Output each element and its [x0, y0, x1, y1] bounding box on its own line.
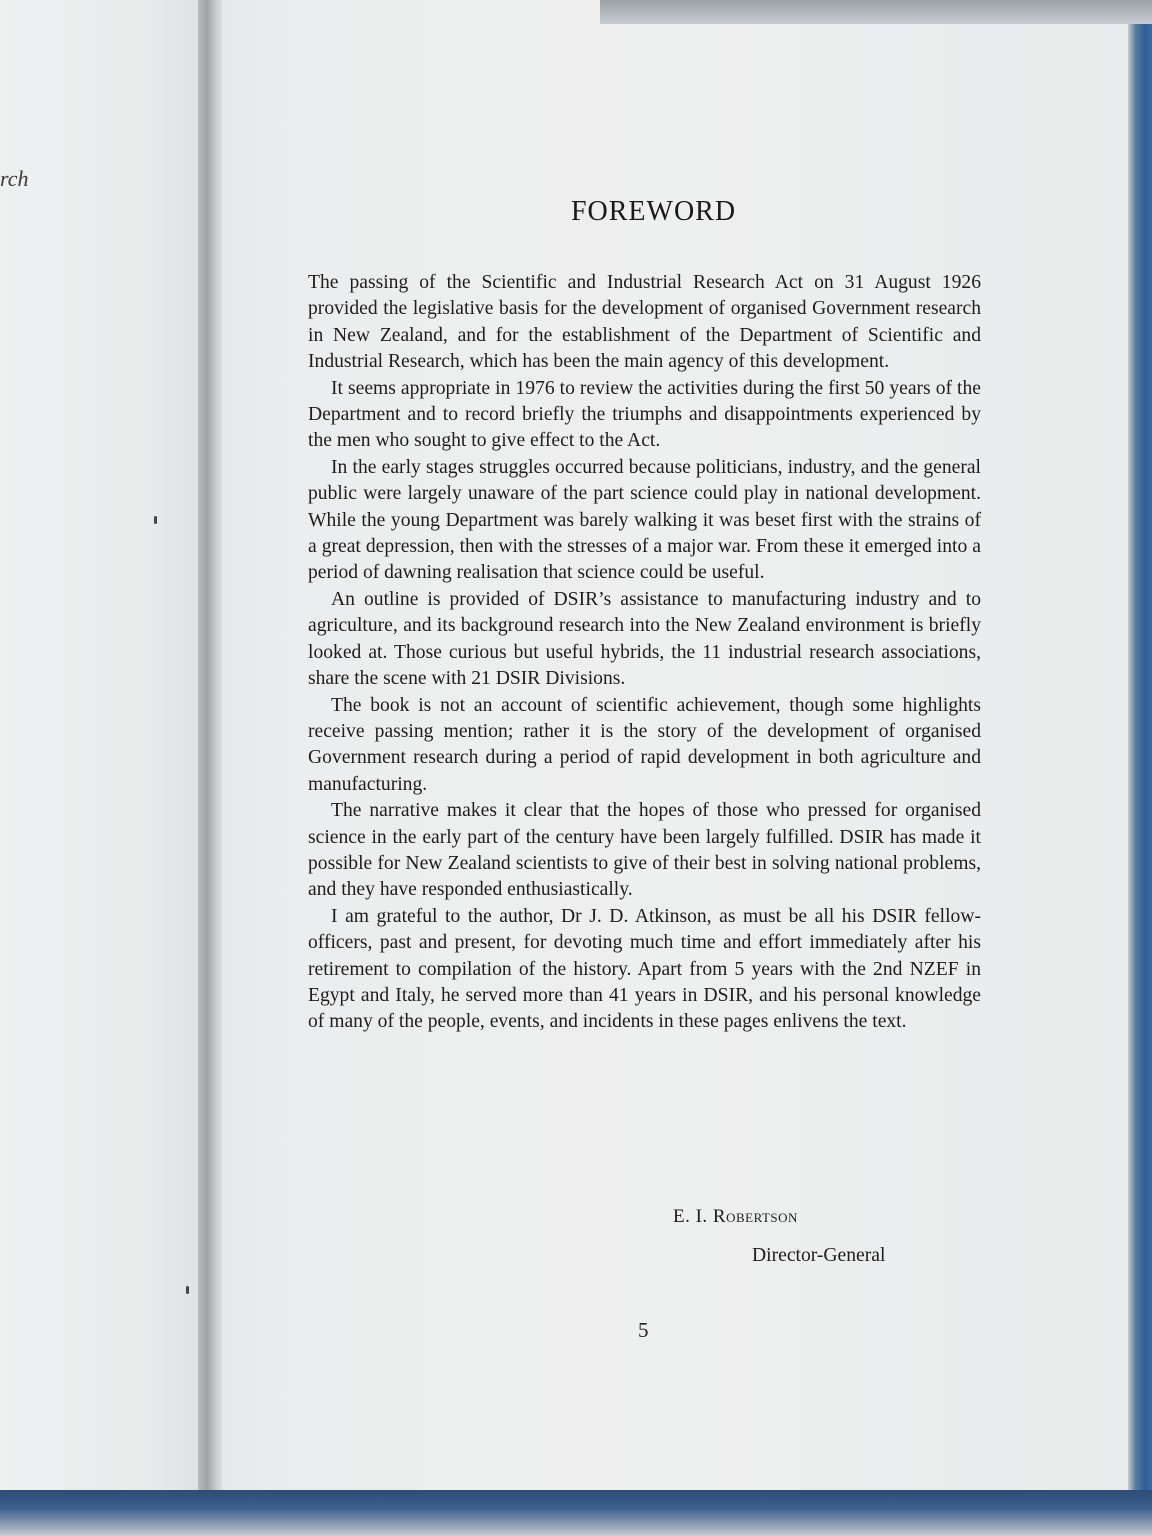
foreword-paragraph: I am grateful to the author, Dr J. D. Atkinson, as must be all his DSIR fellow-officers, past and present, for devoting much time and effort immediately after his retirement to compilation of the history. Apart from 5 years with the 2nd NZEF in Egypt and Italy, he served more than 41 years in DSIR, and his personal knowledge of many of the people, events, and incidents in these pages enlivens the text. — [308, 905, 981, 1033]
foreword-paragraph: It seems appropriate in 1976 to review the activities during the first 50 years of the Department and to record briefly the triumphs and disappointments experienced by the men who sought to give effect to the Act. — [308, 377, 981, 452]
signature-title: Director-General — [752, 1245, 886, 1266]
book-cover-edge — [1128, 24, 1152, 1494]
left-page-text-fragment: rch — [0, 166, 29, 191]
page-title: FOREWORD — [570, 196, 737, 227]
left-page-speck — [186, 1286, 189, 1294]
foreword-paragraph: The book is not an account of scientific achievement, though some highlights receive passing mention; rather it is the story of the development of organised Government research during a period of rapid development in both agriculture and manufacturing. — [308, 694, 981, 795]
foreword-paragraph: The passing of the Scientific and Industrial Research Act on 31 August 1926 provided the legislative basis for the development of organised Government research in New Zealand, and for the establishment of the Department of Scientific and Industrial Research, which has been the main agency of this development. — [308, 272, 981, 373]
book-cover-bottom — [0, 1490, 1152, 1536]
book-gutter — [198, 0, 224, 1536]
signature-name: E. I. Robertson — [673, 1206, 798, 1227]
page-number: 5 — [638, 1318, 649, 1342]
foreword-paragraph: An outline is provided of DSIR’s assistance to manufacturing industry and to agriculture, and its background research into the New Zealand environment is briefly looked at. Those curious but useful hybrids, the 11 industrial research associations, share the scene with 21 DSIR Divisions. — [308, 588, 981, 690]
left-page-speck — [154, 516, 157, 524]
top-edge-strip — [600, 0, 1152, 24]
foreword-paragraph: The narrative makes it clear that the hopes of those who pressed for organised science in the early part of the century have been largely fulfilled. DSIR has made it possible for New Zealand scientists to give of their best in solving national problems, and they have responded enthusiastically. — [308, 800, 981, 901]
foreword-text-block — [308, 196, 981, 1036]
foreword-paragraph: In the early stages struggles occurred because politicians, industry, and the general public were largely unaware of the part science could play in national development. While the young Department was barely walking it was beset first with the strains of a great depression, then with the stresses of a major war. From these it emerged into a period of dawning realisation that science could be useful. — [308, 456, 981, 584]
left-facing-page — [0, 0, 200, 1490]
